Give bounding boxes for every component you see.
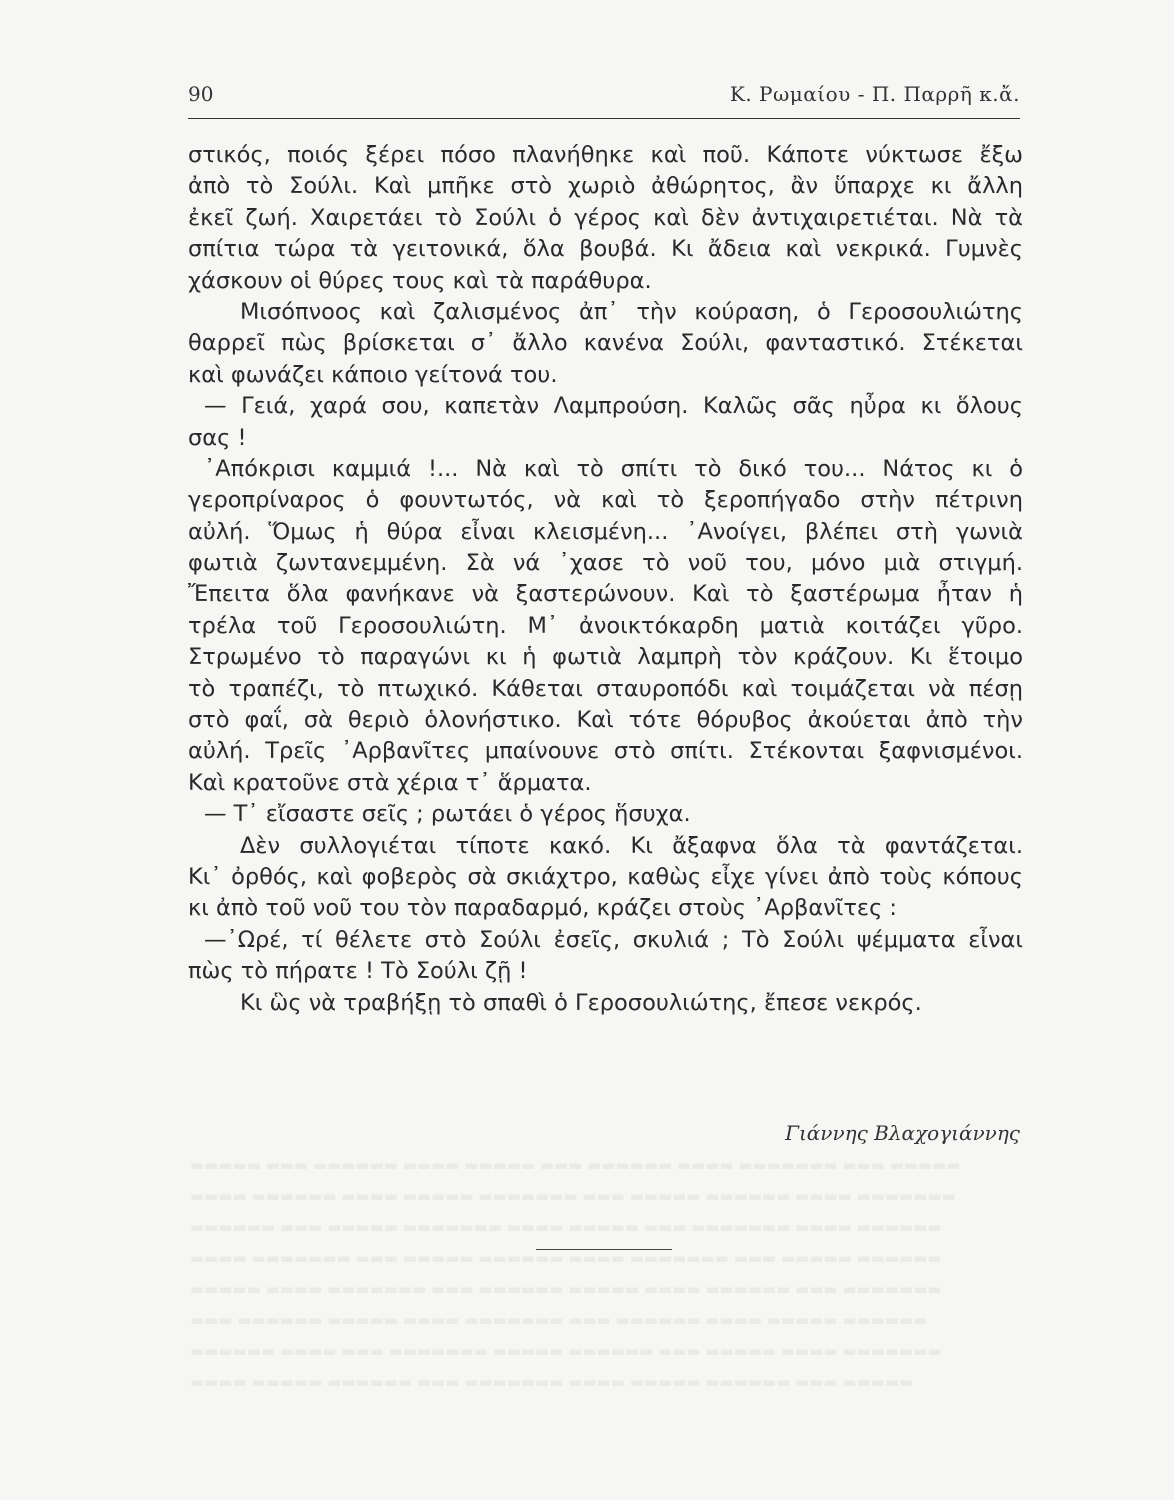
text-line: τὸ τραπέζι, τὸ πτωχικό. Κάθεται σταυροπόδι καὶ τοιμάζεται νὰ πέσῃ: [188, 675, 1023, 702]
text-line: καὶ φωνάζει κάποιο γείτονά του.: [188, 361, 558, 388]
section-end-rule: [536, 1249, 672, 1250]
text-line: Στρωμένο τὸ παραγώνι κι ἡ φωτιὰ λαμπρὴ τὸν κράζουν. Κι ἕτοιμο: [188, 644, 1023, 671]
text-line: ἐκεῖ ζωή. Χαιρετάει τὸ Σούλι ὁ γέρος καὶ δὲν ἀντιχαιρετιέται. Νὰ τὰ: [188, 204, 1023, 231]
text-line: αὐλή. Τρεῖς ᾿Αρβανῖτες μπαίνουνε στὸ σπίτι. Στέκονται ξαφνισμένοι.: [188, 738, 1023, 765]
body-text: [188, 140, 1023, 1019]
page-header: [188, 80, 1020, 119]
text-line: τρέλα τοῦ Γεροσουλιώτη. Μ᾽ ἀνοικτόκαρδη ματιὰ κοιτάζει γῦρο.: [188, 612, 1023, 639]
text-line: θαρρεῖ πὼς βρίσκεται σ᾽ ἄλλο κανένα Σούλι, φανταστικό. Στέκεται: [188, 330, 1023, 357]
text-line: σας !: [188, 424, 247, 451]
text-line: ᾿Απόκρισι καμμιά !... Νὰ καὶ τὸ σπίτι τὸ δικό του... Νάτος κι ὁ: [204, 455, 1023, 482]
text-line: — Γειά, χαρά σου, καπετὰν Λαμπρούση. Καλῶς σᾶς ηὖρα κι ὅλους: [204, 393, 1023, 420]
text-line: Μισόπνοος καὶ ζαλισμένος ἀπ᾽ τὴν κούραση, ὁ Γεροσουλιώτης: [240, 298, 1023, 325]
text-line: πὼς τὸ πήρατε ! Τὸ Σούλι ζῇ !: [188, 958, 528, 985]
text-line: —᾿Ωρέ, τί θέλετε στὸ Σούλι ἐσεῖς, σκυλιά ; Τὸ Σούλι ψέμματα εἶναι: [204, 926, 1023, 953]
text-line: — Τ᾽ εἴσαστε σεῖς ; ρωτάει ὁ γέρος ἥσυχα.: [204, 801, 691, 828]
text-line: κι ἀπὸ τοῦ νοῦ του τὸν παραδαρμό, κράζει στοὺς ᾿Αρβανῖτες :: [188, 895, 898, 922]
text-line: χάσκουν οἱ θύρες τους καὶ τὰ παράθυρα.: [188, 267, 652, 294]
text-line: Κι᾽ ὀρθός, καὶ φοβερὸς σὰ σκιάχτρο, καθὼς εἶχε γίνει ἀπὸ τοὺς κόπους: [188, 863, 1023, 890]
running-head: Κ. Ρωμαίου - Π. Παρρῆ κ.ἄ.: [729, 82, 1020, 106]
text-line: Καὶ κρατοῦνε στὰ χέρια τ᾽ ἅρματα.: [188, 769, 592, 796]
text-line: στικός, ποιός ξέρει πόσο πλανήθηκε καὶ ποῦ. Κάποτε νύκτωσε ἔξω: [188, 142, 1023, 168]
page-number: 90: [188, 82, 214, 106]
text-line: Κι ὣς νὰ τραβήξῃ τὸ σπαθὶ ὁ Γεροσουλιώτης, ἔπεσε νεκρός.: [240, 989, 922, 1016]
text-line: Δὲν συλλογιέται τίποτε κακό. Κι ἄξαφνα ὅλα τὰ φαντάζεται.: [240, 832, 1023, 859]
text-line: Ἔπειτα ὅλα φανήκανε νὰ ξαστερώνουν. Καὶ τὸ ξαστέρωμα ἦταν ἡ: [188, 581, 1023, 608]
author-signature: Γιάννης Βλαχογιάννης: [785, 1121, 1020, 1145]
text-line: αὐλή. Ὅμως ἡ θύρα εἶναι κλεισμένη... ᾿Ανοίγει, βλέπει στὴ γωνιὰ: [188, 518, 1023, 545]
bleed-through-texture: [190, 1150, 1020, 1398]
text-line: σπίτια τώρα τὰ γειτονικά, ὅλα βουβά. Κι ἄδεια καὶ νεκρικά. Γυμνὲς: [188, 236, 1023, 263]
text-line: στὸ φαΐ, σὰ θεριὸ ὁλονήστικο. Καὶ τότε θόρυβος ἀκούεται ἀπὸ τὴν: [188, 707, 1023, 734]
text-line: ἀπὸ τὸ Σούλι. Καὶ μπῆκε στὸ χωριὸ ἀθώρητος, ἂν ὕπαρχε κι ἄλλη: [188, 173, 1023, 200]
text-line: γεροπρίναρος ὁ φουντωτός, νὰ καὶ τὸ ξεροπήγαδο στὴν πέτρινη: [188, 487, 1023, 514]
text-line: φωτιὰ ζωντανεμμένη. Σὰ νά ᾽χασε τὸ νοῦ του, μόνο μιὰ στιγμή.: [188, 550, 1023, 577]
